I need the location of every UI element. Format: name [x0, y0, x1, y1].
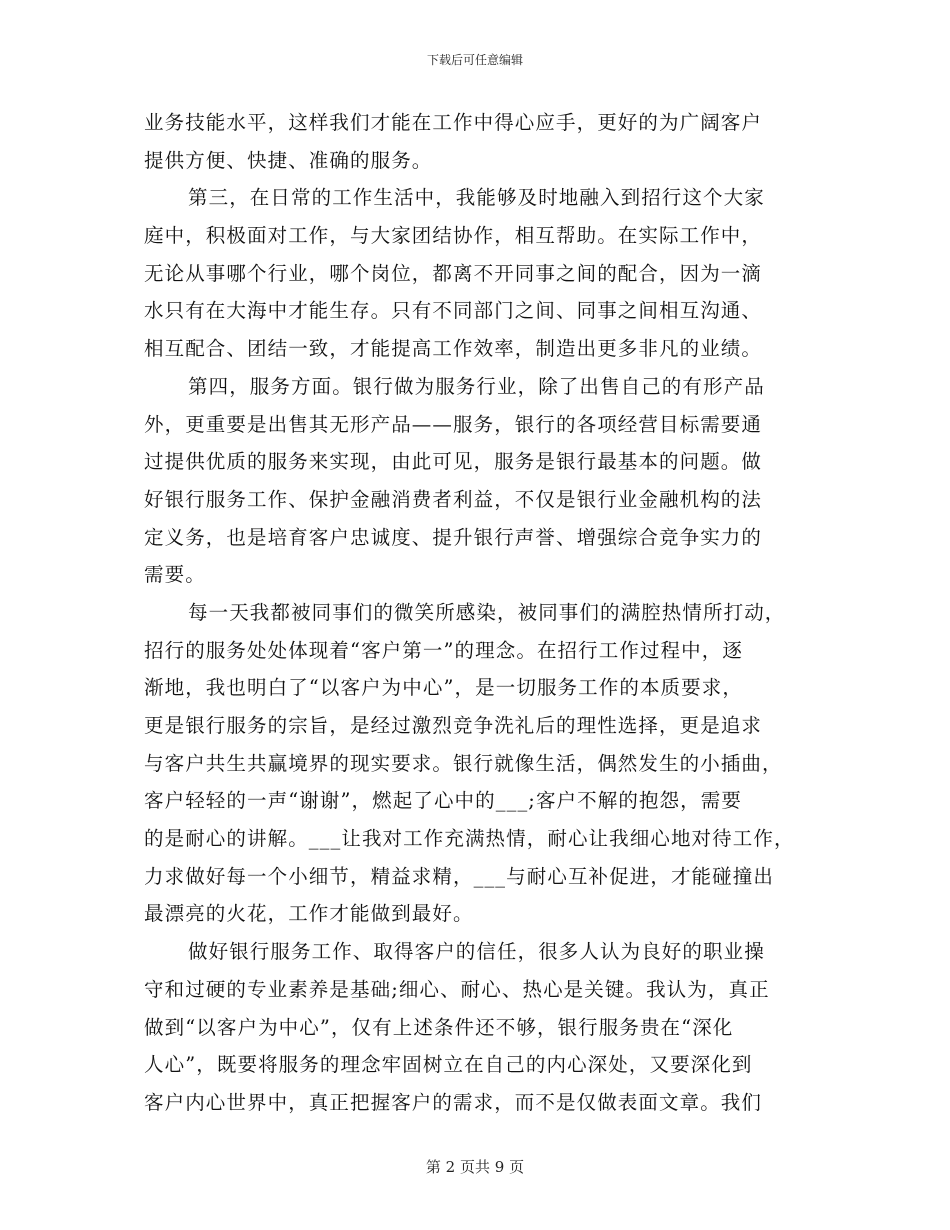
text-line: 更是银行服务的宗旨，是经过激烈竞争洗礼后的理性选择，更是追求	[144, 714, 763, 737]
text-line: 的是耐心的讲解。___让我对工作充满热情，耐心让我细心地对待工作，	[144, 827, 795, 851]
text-line: 与客户共生共赢境界的现实要求。银行就像生活，偶然发生的小插曲，	[144, 751, 783, 775]
text-line: 人心”，既要将服务的理念牢固树立在自己的内心深处，又要深化到	[144, 1053, 753, 1077]
text-line: 做到“以客户为中心”，仅有上述条件还不够，银行服务贵在“深化	[144, 1015, 734, 1039]
paragraph-start-line: 做好银行服务工作、取得客户的信任，很多人认为良好的职业操	[188, 940, 765, 964]
text-line: 无论从事哪个行业，哪个岗位，都离不开同事之间的配合，因为一滴	[144, 261, 763, 285]
document-body	[144, 104, 804, 1122]
text-line: 需要。	[144, 563, 206, 587]
text-line: 最漂亮的火花，工作才能做到最好。	[144, 902, 474, 926]
page-header: 下载后可任意编辑	[426, 53, 523, 67]
text-line: 渐地，我也明白了“以客户为中心”，是一切服务工作的本质要求，	[144, 676, 743, 700]
text-line: 客户内心世界中，真正把握客户的需求，而不是仅做表面文章。我们	[144, 1090, 763, 1114]
text-line: 力求做好每一个小细节，精益求精，___与耐心互补促进，才能碰撞出	[144, 864, 774, 888]
paragraph-start-line: 第三，在日常的工作生活中，我能够及时地融入到招行这个大家	[188, 186, 765, 210]
text-line: 庭中，积极面对工作，与大家团结协作，相互帮助。在实际工作中，	[144, 224, 763, 248]
text-line: 水只有在大海中才能生存。只有不同部门之间、同事之间相互沟通、	[144, 299, 763, 323]
text-line: 好银行服务工作、保护金融消费者利益，不仅是银行业金融机构的法	[144, 487, 763, 511]
text-line: 定义务，也是培育客户忠诚度、提升银行声誉、增强综合竞争实力的	[144, 525, 763, 549]
text-line: 过提供优质的服务来实现，由此可见，服务是银行最基本的问题。做	[144, 450, 763, 474]
paragraph-start-line: 第四，服务方面。银行做为服务行业，除了出售自己的有形产品	[188, 374, 765, 398]
text-line: 相互配合、团结一致，才能提高工作效率，制造出更多非凡的业绩。	[144, 337, 763, 361]
page-footer: 第 2 页共 9 页	[425, 1158, 525, 1176]
text-line: 外，更重要是出售其无形产品——服务，银行的各项经营目标需要通	[144, 412, 763, 436]
text-line: 守和过硬的专业素养是基础;细心、耐心、热心是关键。我认为，真正	[144, 977, 770, 1001]
text-line: 提供方便、快捷、准确的服务。	[144, 148, 433, 172]
text-line: 业务技能水平，这样我们才能在工作中得心应手，更好的为广阔客户	[144, 111, 763, 134]
paragraph-start-line: 每一天我都被同事们的微笑所感染，被同事们的满腔热情所打动，	[188, 600, 786, 624]
text-line: 客户轻轻的一声“谢谢”，燃起了心中的___;客户不解的抱怨，需要	[144, 789, 742, 813]
text-line: 招行的服务处处体现着“客户第一”的理念。在招行工作过程中，逐	[144, 638, 743, 662]
